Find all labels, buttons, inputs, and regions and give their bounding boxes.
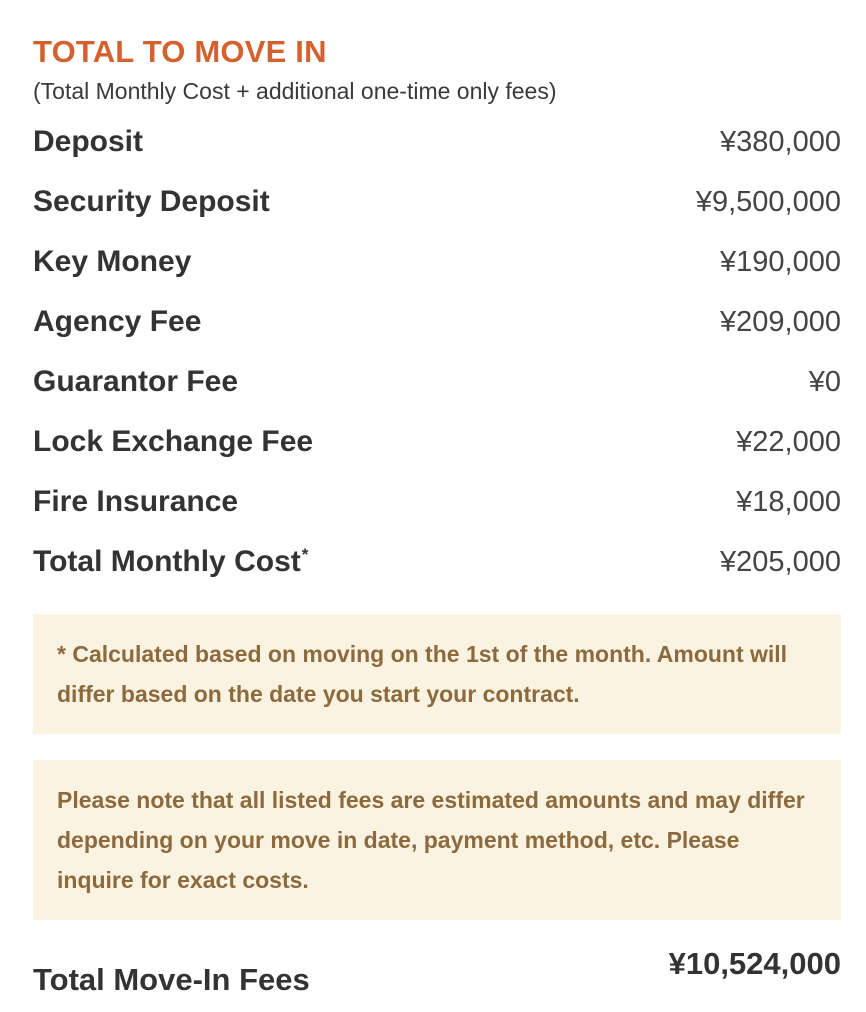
fee-row-fire-insurance [33, 472, 841, 532]
fee-value: ¥209,000 [720, 305, 841, 338]
fee-label-with-footnote [33, 545, 308, 579]
fee-value: ¥9,500,000 [695, 185, 841, 218]
fee-row-guarantor-fee [33, 352, 841, 412]
fee-value: ¥380,000 [720, 125, 841, 158]
footnote-marker: * [301, 545, 309, 564]
fee-label: Total Monthly Cost [33, 545, 301, 578]
fee-label: Guarantor Fee [33, 365, 239, 398]
fee-value: ¥190,000 [720, 245, 841, 278]
total-row [33, 946, 841, 997]
fee-row-agency-fee [33, 292, 841, 352]
total-value: ¥10,524,000 [668, 946, 841, 981]
fee-list [33, 112, 841, 592]
total-label: Total Move-In Fees [33, 962, 310, 997]
fee-row-total-monthly-cost [33, 532, 841, 592]
move-in-costs-panel [33, 28, 841, 997]
section-title: TOTAL TO MOVE IN [33, 34, 327, 69]
fee-label: Key Money [33, 245, 192, 278]
fee-value: ¥22,000 [736, 425, 841, 458]
footnote-text: * Calculated based on moving on the 1st of the month. Amount will differ based on the date you start your contract. [57, 641, 788, 707]
fee-label: Fire Insurance [33, 485, 239, 518]
fee-value: ¥18,000 [736, 485, 841, 518]
disclaimer-text: Please note that all listed fees are estimated amounts and may differ depending on your move in date, payment method, etc. Please inquire for exact costs. [57, 787, 805, 893]
fee-value: ¥0 [808, 365, 841, 398]
fee-label: Deposit [33, 125, 144, 158]
fee-label: Agency Fee [33, 305, 202, 338]
fee-row-lock-exchange-fee [33, 412, 841, 472]
fee-value: ¥205,000 [720, 545, 841, 578]
fee-label: Lock Exchange Fee [33, 425, 314, 458]
fee-row-security-deposit [33, 172, 841, 232]
fee-row-deposit [33, 112, 841, 172]
fee-label: Security Deposit [33, 185, 270, 218]
fee-row-key-money [33, 232, 841, 292]
footnote-box [33, 614, 841, 734]
disclaimer-box [33, 760, 841, 920]
section-subtitle: (Total Monthly Cost + additional one-time only fees) [33, 78, 557, 104]
